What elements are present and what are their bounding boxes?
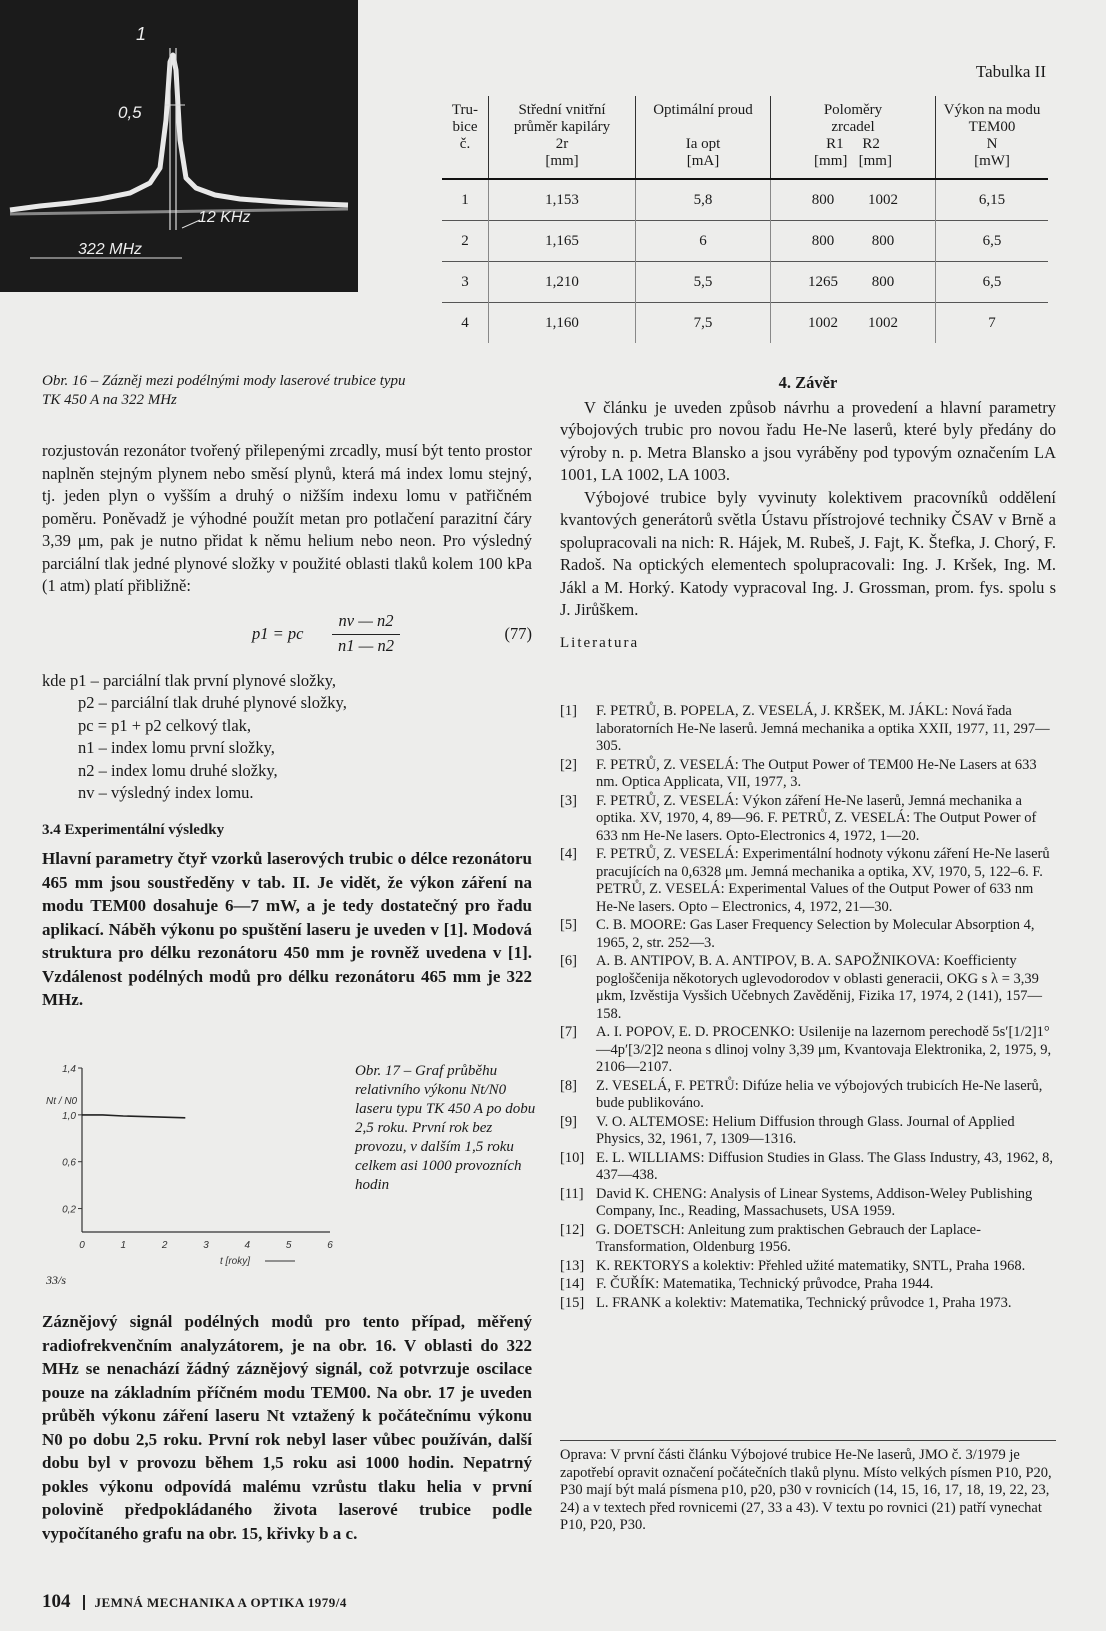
- reference-number: [15]: [560, 1294, 585, 1311]
- reference-number: [4]: [560, 846, 577, 862]
- reference-text: A. B. ANTIPOV, B. A. ANTIPOV, B. A. SAPOŽNIKOVA: Koefficienty pogloščenija někotorych uglevodorodov v oblasti generacii, OKG s λ = 3,39 μkm, Izvěstija Vysšich Učebnych Zavěděnij, Fizika 17, 1974, 2 (141), 157—158.: [596, 953, 1043, 1022]
- fig16-label-1: 1: [136, 24, 147, 44]
- table-2: [442, 96, 1048, 343]
- reference-item: [560, 1114, 1056, 1149]
- reference-text: K. REKTORYS a kolektiv: Přehled užité matematiky, SNTL, Praha 1968.: [596, 1257, 1026, 1274]
- corner-mark: 33/s: [46, 1273, 67, 1287]
- paragraph: Záznějový signál podélných modů pro tento případ, měřený radiofrekvenčním analyzátorem, je na obr. 16. V oblasti do 322 MHz se nenachází žádný záznějový signál, což potvrzuje oscilace pouze na základním příčném modu TEM00. Na obr. 17 je uveden průběh výkonu záření laseru Nt vztažený k počátečnímu výkonu N0 po dobu 2,5 roku. První rok nebyl laser vůbec používán, další dobu byl v provozu během 1,5 roku asi 1000 hodin. Nepatrný pokles výkonu odpovídá malému vzrůstu tlaku helia v první polovině předpokládaného života laserové trubice podle vypočítaného grafu na obr. 15, křivky b a c.: [42, 1312, 532, 1543]
- reference-item: [560, 1024, 1056, 1077]
- paragraph: Výbojové trubice byly vyvinuty kolektivem pracovníků oddělení kvantových generátorů světla Ústavu přístrojové techniky ČSAV v Brně a spolupracovali na nich: R. Hájek, M. Rubeš, J. Fajt, K. Štefka, J. Chorý, F. Radoš. Na optických elementech spolupracovali: Ing. J. Kršek, Ing. M. Jákl a M. Horký. Katody vypracoval Ing. J. Grossman, prom. fys. spolu s J. Jirůškem.: [560, 487, 1056, 619]
- table-cell: 1,160: [489, 303, 636, 344]
- reference-item: [560, 917, 1056, 952]
- x-tick-label: 2: [161, 1240, 168, 1251]
- reference-item: [560, 703, 1056, 756]
- table-cell: 1: [442, 179, 489, 221]
- paragraph: Hlavní parametry čtyř vzorků laserových trubic o délce rezonátoru 465 mm jsou soustředěny v tab. II. Je vidět, že výkon záření na modu TEM00 dosahuje 6—7 mW, a je tedy dostatečný pro řadu aplikací. Náběh výkonu po spuštění laseru je uveden v [1]. Modová struktura pro délku rezonátoru 450 mm je rovněž uvedena v [1]. Vzdálenost podélných modů pro délku rezonátoru 465 mm je 322 MHz.: [42, 849, 532, 1009]
- reference-text: E. L. WILLIAMS: Diffusion Studies in Glass. The Glass Industry, 43, 1962, 8, 437—438.: [596, 1149, 1053, 1183]
- reference-item: [560, 1150, 1056, 1185]
- section-heading: 3.4 Experimentální výsledky: [42, 821, 225, 838]
- th-power: Výkon na modu TEM00 N [mW]: [943, 102, 1041, 169]
- table-cell: 1265 800: [771, 262, 936, 303]
- paragraph: V článku je uveden způsob návrhu a provedení a hlavní parametry výbojových trubic pro novou řadu He-Ne laserů, které byly předány do výroby n. p. Metra Blansko a jsou vyráběny pod typovým označením LA 1001, LA 1002, LA 1003.: [560, 397, 1056, 484]
- reference-number: [8]: [560, 1077, 577, 1094]
- reference-text: Z. VESELÁ, F. PETRŮ: Difúze helia ve výbojových trubicích He-Ne laserů, bude publikováno.: [596, 1077, 1043, 1111]
- reference-number: [1]: [560, 703, 577, 719]
- y-tick-label: 0,2: [62, 1204, 76, 1216]
- reference-number: [3]: [560, 792, 577, 809]
- th-radii: Poloměry zrcadel R1 R2 [mm] [mm]: [771, 96, 936, 179]
- table-cell: 5,8: [636, 179, 771, 221]
- page-footer: [42, 1591, 347, 1613]
- reference-text: F. ČUŘÍK: Matematika, Technický průvodce, Praha 1944.: [596, 1276, 934, 1292]
- table-cell: 7: [936, 303, 1049, 344]
- x-tick-label: 0: [79, 1240, 85, 1251]
- reference-text: A. I. POPOV, E. D. PROCENKO: Usilenije na lazernom perechodě 5s′[1/2]1°—4p′[3/2]2 neona s dlinoj volny 3,39 μm, Kvantovaja Elektronika, 2, 1975, 9, 2106—2107.: [596, 1024, 1052, 1075]
- x-tick-label: 5: [285, 1240, 292, 1251]
- table-cell: 6,5: [936, 221, 1049, 262]
- table-row: [442, 303, 1048, 344]
- reference-text: G. DOETSCH: Anleitung zum praktischen Gebrauch der Laplace-Transformation, Oldenburg 1956.: [596, 1221, 981, 1255]
- table-cell: 4: [442, 303, 489, 344]
- th-tube: Tru- bice č.: [442, 96, 489, 179]
- fig16-label-mhz: 322 MHz: [78, 241, 143, 258]
- reference-item: [560, 757, 1056, 792]
- reference-number: [14]: [560, 1276, 585, 1292]
- reference-number: [7]: [560, 1024, 577, 1040]
- table-cell: 7,5: [636, 303, 771, 344]
- figure-17-chart: [40, 1060, 360, 1290]
- reference-text: F. PETRŮ, Z. VESELÁ: Experimentální hodnoty výkonu záření He-Ne laserů pracujících na 0,6328 μm. Jemná mechanika a optika, XV, 1970, 5, 122–6. F. PETRŮ, Z. VESELÁ: Experimental Values of the Output Power of 633 nm He-Ne lasers. Opto – Electronics, 4, 1972, 21—30.: [596, 846, 1050, 915]
- reference-item: [560, 1276, 1056, 1294]
- x-axis-label: t [roky]: [220, 1256, 251, 1267]
- table-cell: 800 1002: [771, 179, 936, 221]
- journal-name: JEMNÁ MECHANIKA A OPTIKA 1979/4: [83, 1595, 347, 1610]
- reference-number: [9]: [560, 1113, 577, 1130]
- page-number: 104: [42, 1591, 71, 1612]
- x-tick-label: 6: [327, 1240, 333, 1251]
- section-heading: 4. Závěr: [778, 373, 838, 392]
- table-cell: 6: [636, 221, 771, 262]
- table-cell: 1002 1002: [771, 303, 936, 344]
- reference-item: [560, 953, 1056, 1023]
- x-tick-label: 4: [244, 1240, 251, 1251]
- table-cell: 6,15: [936, 179, 1049, 221]
- reference-number: [13]: [560, 1257, 585, 1274]
- y-axis-label: Nt / N0: [46, 1096, 78, 1107]
- series-line: [82, 1115, 185, 1118]
- equation-77: [42, 610, 532, 666]
- y-tick-label: 0,6: [62, 1157, 76, 1169]
- reference-item: [560, 1222, 1056, 1257]
- fig16-label-khz: 12 KHz: [198, 209, 251, 226]
- reference-number: [2]: [560, 756, 577, 773]
- th-current: Optimální proud Ia opt [mA]: [636, 96, 771, 179]
- reference-item: [560, 1258, 1056, 1276]
- x-tick-label: 1: [120, 1240, 127, 1251]
- table-cell: 3: [442, 262, 489, 303]
- reference-item: [560, 846, 1056, 916]
- y-tick-label: 1,4: [62, 1064, 76, 1075]
- reference-item: [560, 1295, 1056, 1313]
- x-tick-label: 3: [203, 1240, 209, 1251]
- references-list: [560, 703, 1056, 1313]
- paragraph: rozjustován rezonátor tvořený přilepenými zrcadly, musí být tento prostor naplněn stejným plynem nebo směsí plynů, která má index lomu stejný, tj. jeden plyn o vyšším a druhý o nižším indexu lomu v patřičném poměru. Poněvadž je výhodné použít metan pro potlačení parazitní čáry 3,39 μm, pak je nutno přidat k němu helium nebo neon. Pro výsledný parciální tlak jedné plynové složky v použité oblasti tlaků kolem 100 kPa (1 atm) platí přibližně:: [42, 441, 532, 595]
- table-cell: 1,210: [489, 262, 636, 303]
- fig16-label-half: 0,5: [118, 103, 142, 122]
- left-column: [42, 440, 532, 1012]
- table-cell: 6,5: [936, 262, 1049, 303]
- reference-text: C. B. MOORE: Gas Laser Frequency Selection by Molecular Absorption 4, 1965, 2, str. 252—3.: [596, 917, 1035, 951]
- y-tick-label: 1,0: [62, 1110, 76, 1122]
- equation-fraction: $\frac{nv — n2}{n1 — n2}$: [332, 610, 400, 658]
- reference-text: L. FRANK a kolektiv: Matematika, Technický průvodce 1, Praha 1973.: [596, 1294, 1012, 1311]
- reference-number: [10]: [560, 1149, 585, 1166]
- table-cell: 800 800: [771, 221, 936, 262]
- reference-number: [12]: [560, 1221, 585, 1238]
- reference-text: F. PETRŮ, Z. VESELÁ: Výkon záření He-Ne laserů, Jemná mechanika a optika. XV, 1970, 4, 89—96. F. PETRŮ, Z. VESELÁ: The Output Power of 633 nm He-Ne lasers. Opto-Electronics 4, 1972, 1—20.: [596, 792, 1037, 844]
- figure-16-oscillogram: [0, 0, 358, 292]
- th-diameter: Střední vnitřní průměr kapiláry 2r [mm]: [489, 96, 636, 179]
- table-cell: 5,5: [636, 262, 771, 303]
- reference-text: F. PETRŮ, B. POPELA, Z. VESELÁ, J. KRŠEK, M. JÁKL: Nová řada laboratorních He-Ne laserů. Jemná mechanika a optika XXII, 1977, 11, 297—305.: [596, 703, 1050, 754]
- table-title: Tabulka II: [975, 62, 1046, 81]
- equation-lhs: p1 = pc: [252, 623, 304, 643]
- variable-definitions: kde p1 – parciální tlak první plynové složky, p2 – parciální tlak druhé plynové složky, pc = p1 + p2 celkový tlak, n1 – index lomu první složky, n2 – index lomu druhé složky, nv – výsledný index lomu.: [42, 670, 347, 802]
- correction-note: Oprava: V první části článku Výbojové trubice He-Ne laserů, JMO č. 3/1979 je zapotřebí opravit označení počátečních tlaků plynu. Místo velkých písmen P10, P20, P30 mají být malá písmena p10, p20, p30 v rovnicích (14, 15, 16, 17, 18, 19, 22, 23, 24) a v textech před rovnicemi (27, 33 a 43). V textu po rovnici (21) patří vynechat P10, P20, P30.: [560, 1440, 1056, 1535]
- right-column: [560, 372, 1056, 654]
- literature-heading: Literatura: [560, 634, 640, 651]
- figure-16-caption: Obr. 16 – Zázněj mezi podélnými mody laserové trubice typu TK 450 A na 322 MHz: [42, 373, 406, 408]
- figure-17-caption: Obr. 17 – Graf průběhu relativního výkonu Nt/N0 laseru typu TK 450 A po dobu 2,5 roku. První rok bez provozu, v dalším 1,5 roku celkem asi 1000 provozních hodin: [355, 1063, 536, 1193]
- reference-text: F. PETRŮ, Z. VESELÁ: The Output Power of TEM00 He-Ne Lasers at 633 nm. Optica Applicata, VII, 1977, 3.: [596, 756, 1037, 790]
- reference-item: [560, 1186, 1056, 1221]
- reference-number: [5]: [560, 917, 577, 933]
- table-row: [442, 262, 1048, 303]
- table-cell: 2: [442, 221, 489, 262]
- reference-text: V. O. ALTEMOSE: Helium Diffusion through Glass. Journal of Applied Physics, 32, 1961, 7, 1309—1316.: [596, 1113, 1015, 1147]
- reference-item: [560, 1078, 1056, 1113]
- equation-number: (77): [504, 623, 532, 643]
- table-row: [442, 179, 1048, 221]
- table-cell: 1,153: [489, 179, 636, 221]
- reference-number: [11]: [560, 1185, 584, 1202]
- table-row: [442, 221, 1048, 262]
- reference-item: [560, 793, 1056, 846]
- table-cell: 1,165: [489, 221, 636, 262]
- reference-number: [6]: [560, 953, 577, 969]
- reference-text: David K. CHENG: Analysis of Linear Systems, Addison-Weley Publishing Company, Inc., Reading, Massachusets, USA 1959.: [596, 1185, 1033, 1219]
